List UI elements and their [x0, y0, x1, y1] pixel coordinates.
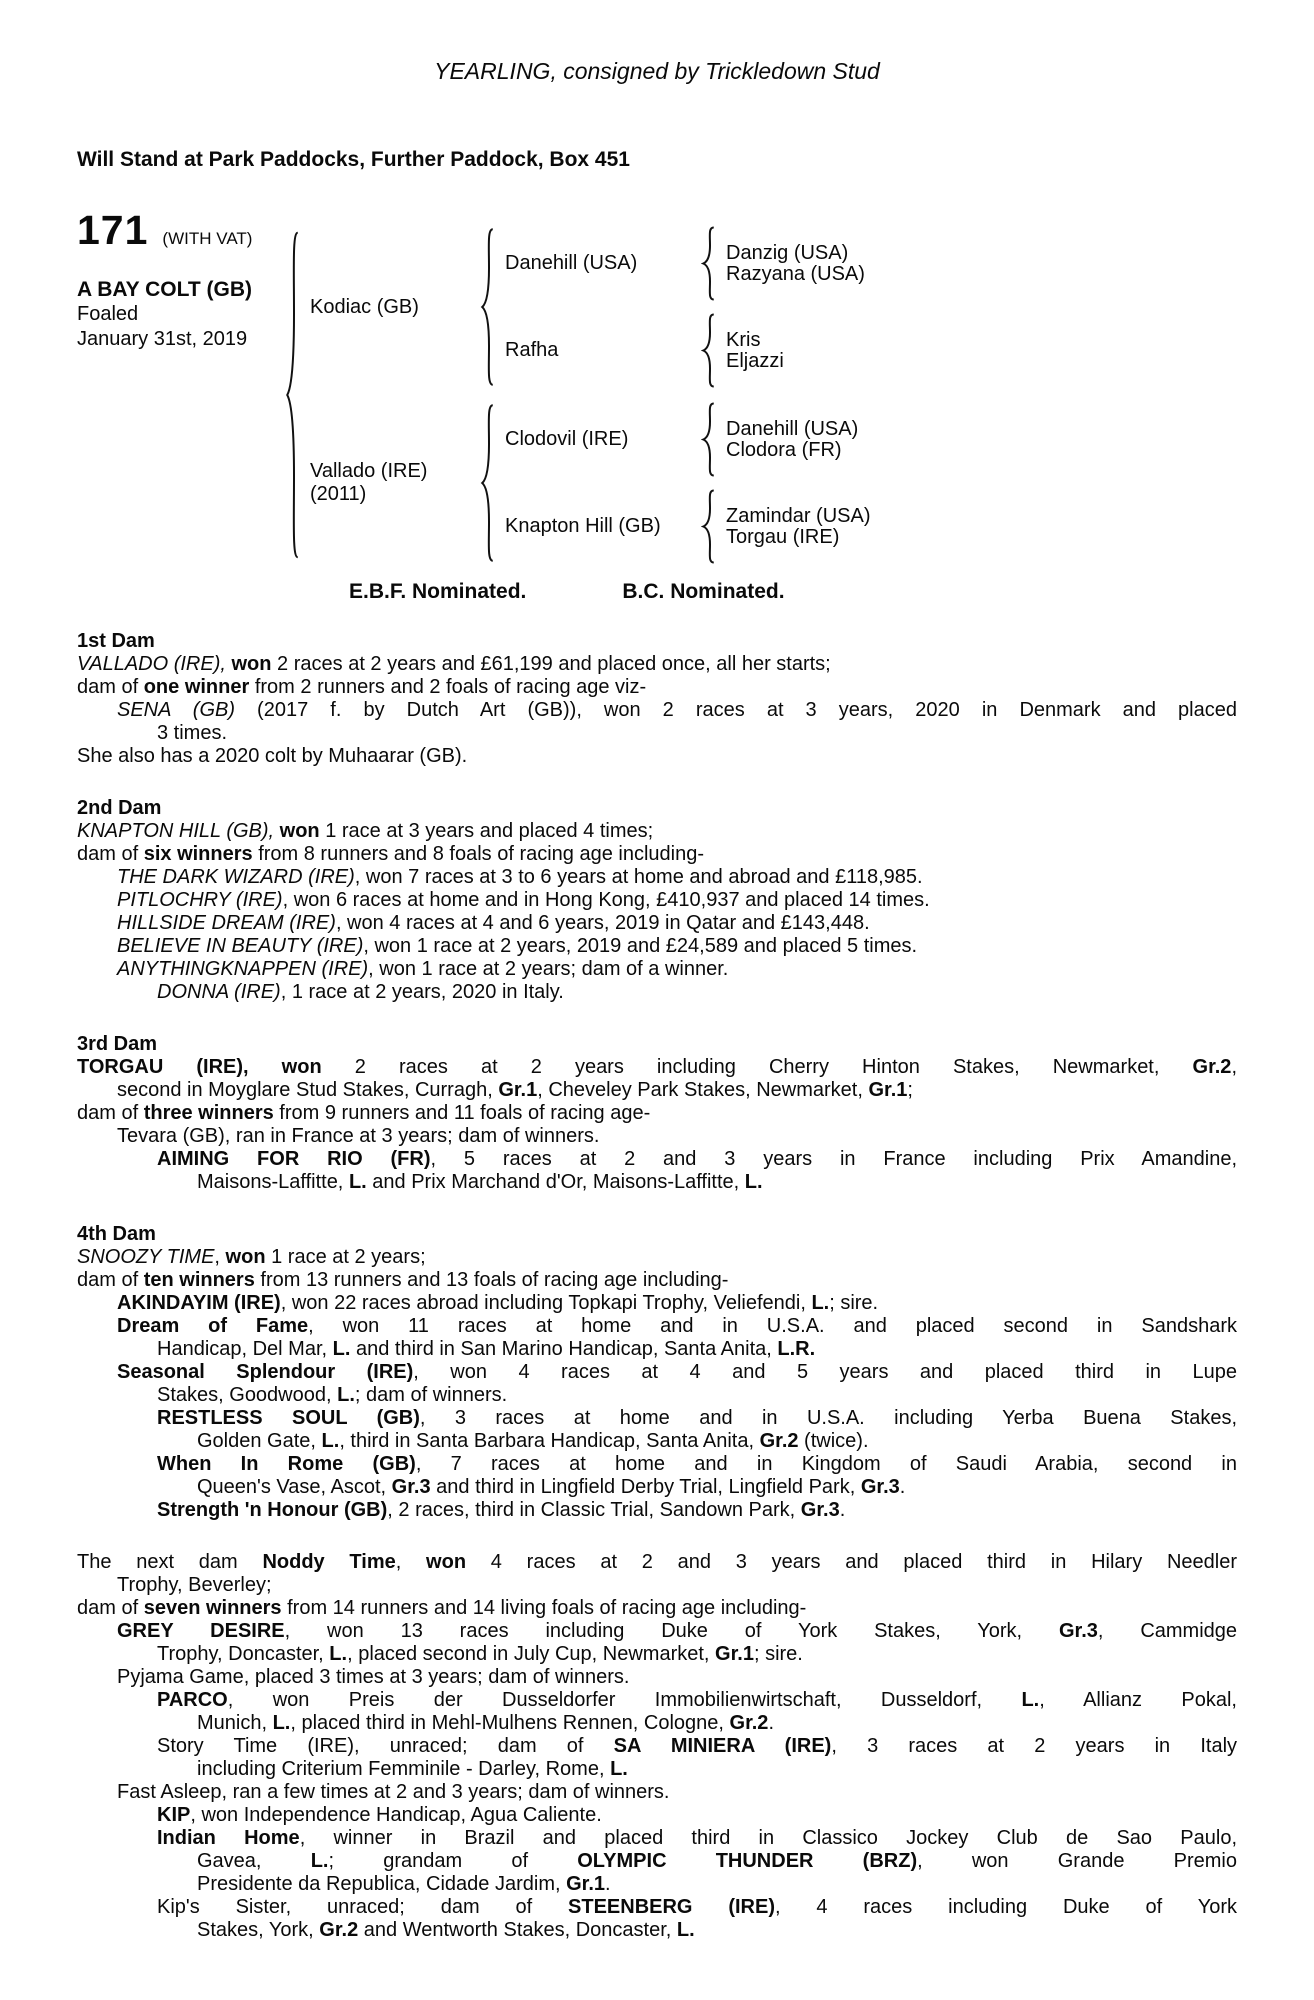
pedigree-text-line — [157, 1827, 1237, 1850]
text-run: L. — [329, 1643, 348, 1665]
text-run: , won 7 races at 3 to 6 years at home and abroad and £118,985. — [354, 866, 923, 888]
text-run: , 2 races, third in Classic Trial, Sandown Park, — [387, 1499, 801, 1521]
text-run: dam of — [77, 1102, 144, 1124]
text-run: L. — [272, 1712, 291, 1734]
pedigree-name — [505, 313, 701, 388]
pedigree-text-line — [197, 1919, 1237, 1942]
text-run: , won 1 race at 2 years; dam of a winner. — [368, 958, 729, 980]
pedigree-text-line — [157, 1735, 1237, 1758]
pedigree-name-text: Vallado (IRE) — [310, 460, 428, 482]
text-run: , 1 race at 2 years, 2020 in Italy. — [280, 981, 564, 1003]
text-run: from 8 runners and 8 foals of racing age including- — [252, 843, 705, 865]
text-run: AKINDAYIM (IRE) — [117, 1292, 281, 1314]
text-run: Gr.1 — [715, 1643, 754, 1665]
pedigree-brace-icon — [701, 489, 716, 564]
text-run: Pyjama Game, placed 3 times at 3 years; dam of winners. — [117, 1666, 630, 1688]
pedigree-name-year: (2011) — [310, 483, 367, 505]
pedigree-brace-icon — [701, 226, 716, 301]
text-run: from 14 runners and 14 living foals of racing age including- — [281, 1597, 807, 1619]
pedigree-text-line — [157, 1689, 1237, 1712]
text-run: Gr.3 — [800, 1499, 840, 1521]
text-run: Maisons-Laffitte, — [197, 1171, 349, 1193]
text-run: , Cammidge — [1097, 1620, 1238, 1642]
text-run: , won Independence Handicap, Agua Caliente. — [190, 1804, 602, 1826]
text-run: VALLADO (IRE), — [77, 653, 232, 675]
lot-number: 171 — [77, 207, 149, 253]
text-run: L. — [744, 1171, 763, 1193]
bc-nominated-label: B.C. Nominated. — [622, 580, 785, 603]
dam-section — [77, 797, 1237, 1004]
pedigree-name-text: Danehill (USA) — [505, 252, 638, 274]
text-run: dam of — [77, 676, 144, 698]
pedigree-name-text: Rafha — [505, 339, 559, 361]
pedigree-text-line — [197, 1430, 1237, 1453]
text-run: , won 13 races including Duke of York Stakes, York, — [284, 1620, 1059, 1642]
pedigree-name — [310, 402, 480, 564]
text-run: STEENBERG (IRE) — [568, 1896, 775, 1918]
text-run: , won Grande Premio — [917, 1850, 1238, 1872]
dam-section-heading: 4th Dam — [77, 1223, 156, 1245]
text-run: ; — [907, 1079, 913, 1101]
foaled-date: January 31st, 2019 — [77, 328, 248, 350]
pedigree-text-line — [117, 1781, 1237, 1804]
text-run: TORGAU (IRE), won — [77, 1056, 322, 1078]
text-run: . — [899, 1476, 906, 1498]
pedigree-ancestor-name: Zamindar (USA) — [726, 504, 871, 527]
text-run: L.R. — [777, 1338, 816, 1360]
text-run: Kip's Sister, unraced; dam of — [157, 1896, 569, 1918]
text-run: , — [395, 1551, 427, 1573]
text-run: L. — [811, 1292, 830, 1314]
pedigree-brace-icon — [480, 402, 495, 564]
text-run: She also has a 2020 colt by Muhaarar (GB). — [77, 745, 468, 767]
dam-section — [77, 630, 1237, 768]
text-run: , winner in Brazil and placed third in Classico Jockey Club de Sao Paulo, — [299, 1827, 1237, 1849]
text-run: Seasonal Splendour (IRE) — [117, 1361, 414, 1383]
text-run: DONNA (IRE) — [157, 981, 281, 1003]
pedigree-tree — [285, 226, 1237, 564]
text-run: from 9 runners and 11 foals of racing age- — [273, 1102, 651, 1124]
pedigree-text-line — [117, 935, 1237, 958]
foaled-label: Foaled — [77, 303, 139, 325]
text-run: SA MINIERA (IRE) — [613, 1735, 832, 1757]
pedigree-text-line — [157, 1499, 1237, 1522]
pedigree-text-line — [197, 1476, 1237, 1499]
text-run: Gr.1 — [498, 1079, 538, 1101]
text-run: and Wentworth Stakes, Doncaster, — [358, 1919, 677, 1941]
nominations-row — [77, 580, 1237, 604]
text-run: KNAPTON HILL (GB), — [77, 820, 280, 842]
text-run: Fast Asleep, ran a few times at 2 and 3 years; dam of winners. — [117, 1781, 670, 1803]
text-run: dam of — [77, 1269, 144, 1291]
text-run: ten winners — [143, 1269, 255, 1291]
text-run: , 3 races at home and in U.S.A. including Yerba Buena Stakes, — [419, 1407, 1237, 1429]
pedigree-children — [726, 489, 1237, 564]
pedigree-text-line — [77, 1246, 1237, 1269]
pedigree-ancestor-name: Danzig (USA) — [726, 241, 849, 264]
text-run: , Cheveley Park Stakes, Newmarket, — [537, 1079, 869, 1101]
text-run: Tevara (GB), ran in France at 3 years; dam of winners. — [117, 1125, 600, 1147]
text-run: dam of — [77, 843, 144, 865]
pedigree-children — [726, 226, 1237, 301]
stand-location-line: Will Stand at Park Paddocks, Further Paddock, Box 451 — [77, 148, 630, 171]
text-run: Trophy, Doncaster, — [157, 1643, 330, 1665]
text-run: Gr.2 — [319, 1919, 359, 1941]
text-run: GREY DESIRE — [117, 1620, 285, 1642]
pedigree-text-line — [117, 1666, 1237, 1689]
text-run: HILLSIDE DREAM (IRE) — [117, 912, 336, 934]
pedigree-text-line — [197, 1171, 1237, 1194]
text-run: dam of — [77, 1597, 144, 1619]
text-run: , won 4 races at 4 and 6 years, 2019 in Qatar and £143,448. — [335, 912, 870, 934]
text-run: 4 races at 2 and 3 years and placed third in Hilary Needler — [466, 1551, 1237, 1573]
dam-section-heading: 3rd Dam — [77, 1033, 158, 1055]
text-run: , won 6 races at home and in Hong Kong, £410,937 and placed 14 times. — [282, 889, 930, 911]
text-run: Gavea, — [197, 1850, 311, 1872]
text-run: , — [1231, 1056, 1237, 1078]
pedigree-unit — [505, 226, 1237, 301]
text-run: (twice). — [798, 1430, 869, 1452]
text-run: , — [214, 1246, 226, 1268]
pedigree-text-line — [157, 722, 1237, 745]
text-run: L. — [1021, 1689, 1040, 1711]
text-run: including Criterium Femminile - Darley, Rome, — [197, 1758, 611, 1780]
text-run: , placed second in July Cup, Newmarket, — [347, 1643, 716, 1665]
text-run: from 13 runners and 13 foals of racing age including- — [254, 1269, 729, 1291]
text-run: Munich, — [197, 1712, 273, 1734]
pedigree-text-line — [117, 1125, 1237, 1148]
pedigree-ancestor-name: Eljazzi — [726, 349, 784, 372]
text-run: , won 4 races at 4 and 5 years and placed third in Lupe — [413, 1361, 1238, 1383]
pedigree-text-line — [77, 745, 1237, 768]
text-run: Noddy Time — [262, 1551, 396, 1573]
pedigree-ancestor-name: Clodora (FR) — [726, 438, 842, 461]
pedigree-text-line — [77, 1056, 1237, 1079]
text-run: Gr.3 — [391, 1476, 431, 1498]
pedigree-text-line — [197, 1873, 1237, 1896]
pedigree-unit — [505, 313, 1237, 388]
pedigree-text-line — [117, 1079, 1237, 1102]
pedigree-brace-icon — [480, 226, 495, 388]
pedigree-ancestor-name: Kris — [726, 328, 761, 351]
text-run: . — [605, 1873, 611, 1895]
text-run: , 7 races at home and in Kingdom of Saudi Arabia, second in — [415, 1453, 1237, 1475]
pedigree-text-line — [117, 1574, 1237, 1597]
pedigree-text-line — [117, 1361, 1237, 1384]
text-run: Golden Gate, — [197, 1430, 322, 1452]
dam-section — [77, 1223, 1237, 1522]
pedigree-text-line — [77, 1551, 1237, 1574]
lot-number-row — [77, 207, 285, 253]
text-run: , third in Santa Barbara Handicap, Santa Anita, — [339, 1430, 760, 1452]
pedigree-text-line — [117, 866, 1237, 889]
text-run: ANYTHINGKNAPPEN (IRE) — [117, 958, 369, 980]
text-run: won — [426, 1551, 467, 1573]
pedigree-unit — [310, 226, 1237, 388]
pedigree-brace-icon — [701, 402, 716, 477]
pedigree-name — [310, 226, 480, 388]
text-run: PITLOCHRY (IRE) — [117, 889, 283, 911]
pedigree-name-text: Clodovil (IRE) — [505, 428, 629, 450]
text-run: OLYMPIC THUNDER (BRZ) — [577, 1850, 918, 1872]
text-run: RESTLESS SOUL (GB) — [157, 1407, 420, 1429]
text-run: and Prix Marchand d'Or, Maisons-Laffitte, — [366, 1171, 745, 1193]
pedigree-text-line — [157, 1643, 1237, 1666]
text-run: L. — [610, 1758, 628, 1780]
pedigree-text-line — [157, 1804, 1237, 1827]
text-run: one winner — [143, 676, 250, 698]
text-run: , placed third in Mehl-Mulhens Rennen, Cologne, — [290, 1712, 730, 1734]
vat-note: (WITH VAT) — [162, 229, 253, 248]
text-run: won — [279, 820, 320, 842]
text-run: ; dam of winners. — [354, 1384, 508, 1406]
text-run: 2 races at 2 years and £61,199 and placed once, all her starts; — [271, 653, 831, 675]
pedigree-text-line — [157, 1453, 1237, 1476]
text-run: KIP — [157, 1804, 191, 1826]
text-run: and third in San Marino Handicap, Santa Anita, — [350, 1338, 778, 1360]
pedigree-text-line — [117, 889, 1237, 912]
text-run: , won 22 races abroad including Topkapi Trophy, Veliefendi, — [280, 1292, 812, 1314]
text-run: from 2 runners and 2 foals of racing age viz- — [249, 676, 647, 698]
text-run: 3 times. — [157, 722, 228, 744]
pedigree-text-line — [157, 1338, 1237, 1361]
text-run: , 4 races including Duke of York — [775, 1896, 1237, 1918]
pedigree-brace-icon — [285, 226, 300, 564]
pedigree-text-line — [117, 1292, 1237, 1315]
text-run: Gr.2 — [1192, 1056, 1232, 1078]
dam-section-heading: 1st Dam — [77, 630, 155, 652]
pedigree-text-line — [197, 1850, 1237, 1873]
pedigree-name-text: Knapton Hill (GB) — [505, 515, 661, 537]
text-run: 1 race at 3 years and placed 4 times; — [319, 820, 654, 842]
text-run: Queen's Vase, Ascot, — [197, 1476, 392, 1498]
text-run: second in Moyglare Stud Stakes, Curragh, — [117, 1079, 499, 1101]
dam-section-heading: 2nd Dam — [77, 797, 162, 819]
text-run: , Allianz Pokal, — [1039, 1689, 1237, 1711]
text-run: Gr.1 — [566, 1873, 606, 1895]
text-run: , won 1 race at 2 years, 2019 and £24,589 and placed 5 times. — [363, 935, 918, 957]
text-run: Gr.2 — [729, 1712, 769, 1734]
pedigree-ancestor-name: Danehill (USA) — [726, 417, 859, 440]
pedigree-text-line — [117, 699, 1237, 722]
text-run: Indian Home — [157, 1827, 300, 1849]
text-run: 1 race at 2 years; — [265, 1246, 426, 1268]
pedigree-brace-icon — [701, 313, 716, 388]
text-run: The next dam — [77, 1551, 263, 1573]
text-run: Gr.2 — [759, 1430, 799, 1452]
text-run: three winners — [143, 1102, 274, 1124]
pedigree-text-line — [77, 676, 1237, 699]
text-run: Story Time (IRE), unraced; dam of — [157, 1735, 614, 1757]
page-title: YEARLING, consigned by Trickledown Stud — [434, 58, 880, 84]
text-run: , won Preis der Dusseldorfer Immobilienwirtschaft, Dusseldorf, — [227, 1689, 1022, 1711]
pedigree-ancestor-name: Razyana (USA) — [726, 262, 865, 285]
ebf-nominated-label: E.B.F. Nominated. — [349, 580, 527, 603]
pedigree-children — [505, 402, 1237, 564]
text-run: SNOOZY TIME — [77, 1246, 215, 1268]
text-run: L. — [310, 1850, 329, 1872]
pedigree-columns — [310, 226, 1237, 564]
text-run: Presidente da Republica, Cidade Jardim, — [197, 1873, 567, 1895]
text-run: When In Rome (GB) — [157, 1453, 416, 1475]
dam-section — [77, 1551, 1237, 1942]
pedigree-text-line — [117, 958, 1237, 981]
text-run: Handicap, Del Mar, — [157, 1338, 333, 1360]
text-run: L. — [332, 1338, 351, 1360]
pedigree-text-line — [77, 1597, 1237, 1620]
pedigree-name — [505, 489, 701, 564]
text-run: L. — [321, 1430, 340, 1452]
pedigree-text-line — [77, 1102, 1237, 1125]
text-run: won — [231, 653, 272, 675]
pedigree-text-line — [157, 1148, 1237, 1171]
text-run: ; grandam of — [328, 1850, 578, 1872]
text-run: . — [768, 1712, 774, 1734]
text-run: Stakes, York, — [197, 1919, 320, 1941]
text-run: , 3 races at 2 years in Italy — [831, 1735, 1238, 1757]
pedigree-children — [505, 226, 1237, 388]
text-run: seven winners — [143, 1597, 282, 1619]
text-run: , won 11 races at home and in U.S.A. and placed second in Sandshark — [308, 1315, 1237, 1337]
pedigree-text-line — [77, 820, 1237, 843]
text-run: L. — [676, 1919, 695, 1941]
pedigree-text-line — [157, 1384, 1237, 1407]
text-run: Gr.1 — [868, 1079, 908, 1101]
pedigree-unit — [310, 402, 1237, 564]
pedigree-unit — [505, 402, 1237, 477]
lot-and-pedigree-block — [77, 207, 1237, 564]
pedigree-name — [505, 402, 701, 477]
text-run: ; sire. — [753, 1643, 803, 1665]
pedigree-text-line — [157, 1407, 1237, 1430]
text-run: six winners — [143, 843, 253, 865]
text-run: BELIEVE IN BEAUTY (IRE) — [117, 935, 364, 957]
text-run: Trophy, Beverley; — [117, 1574, 272, 1596]
pedigree-children — [726, 313, 1237, 388]
text-run: L. — [348, 1171, 367, 1193]
pedigree-ancestor-name: Torgau (IRE) — [726, 525, 840, 548]
text-run: Dream of Fame — [117, 1315, 309, 1337]
pedigree-text-line — [117, 1620, 1237, 1643]
text-run: Strength 'n Honour (GB) — [157, 1499, 388, 1521]
pedigree-text-line — [117, 1315, 1237, 1338]
pedigree-text-line — [197, 1758, 1237, 1781]
text-run: Gr.3 — [860, 1476, 900, 1498]
text-run: won — [225, 1246, 266, 1268]
pedigree-text-line — [157, 981, 1237, 1004]
pedigree-unit — [505, 489, 1237, 564]
pedigree-text-line — [197, 1712, 1237, 1735]
text-run: and third in Lingfield Derby Trial, Lingfield Park, — [430, 1476, 861, 1498]
text-run: 2 races at 2 years including Cherry Hinton Stakes, Newmarket, — [321, 1056, 1193, 1078]
text-run: THE DARK WIZARD (IRE) — [117, 866, 355, 888]
text-run: Gr.3 — [1058, 1620, 1098, 1642]
text-run: L. — [337, 1384, 355, 1406]
pedigree-children — [726, 402, 1237, 477]
dam-section — [77, 1033, 1237, 1194]
pedigree-text-line — [117, 912, 1237, 935]
text-run: , 5 races at 2 and 3 years in France including Prix Amandine, — [430, 1148, 1238, 1170]
text-run: . — [839, 1499, 846, 1521]
lot-description: A BAY COLT (GB) — [77, 278, 253, 301]
pedigree-name — [505, 226, 701, 301]
pedigree-text-body — [77, 630, 1237, 1942]
text-run: AIMING FOR RIO (FR) — [157, 1148, 431, 1170]
pedigree-text-line — [77, 843, 1237, 866]
pedigree-name-text: Kodiac (GB) — [310, 295, 419, 318]
text-run: ; sire. — [829, 1292, 879, 1314]
text-run: PARCO — [157, 1689, 228, 1711]
text-run: Stakes, Goodwood, — [157, 1384, 338, 1406]
text-run: SENA (GB) — [117, 699, 235, 721]
pedigree-text-line — [77, 1269, 1237, 1292]
pedigree-text-line — [77, 653, 1237, 676]
pedigree-text-line — [157, 1896, 1237, 1919]
text-run: (2017 f. by Dutch Art (GB)), won 2 races at 3 years, 2020 in Denmark and placed — [235, 699, 1237, 721]
lot-info — [77, 207, 285, 564]
